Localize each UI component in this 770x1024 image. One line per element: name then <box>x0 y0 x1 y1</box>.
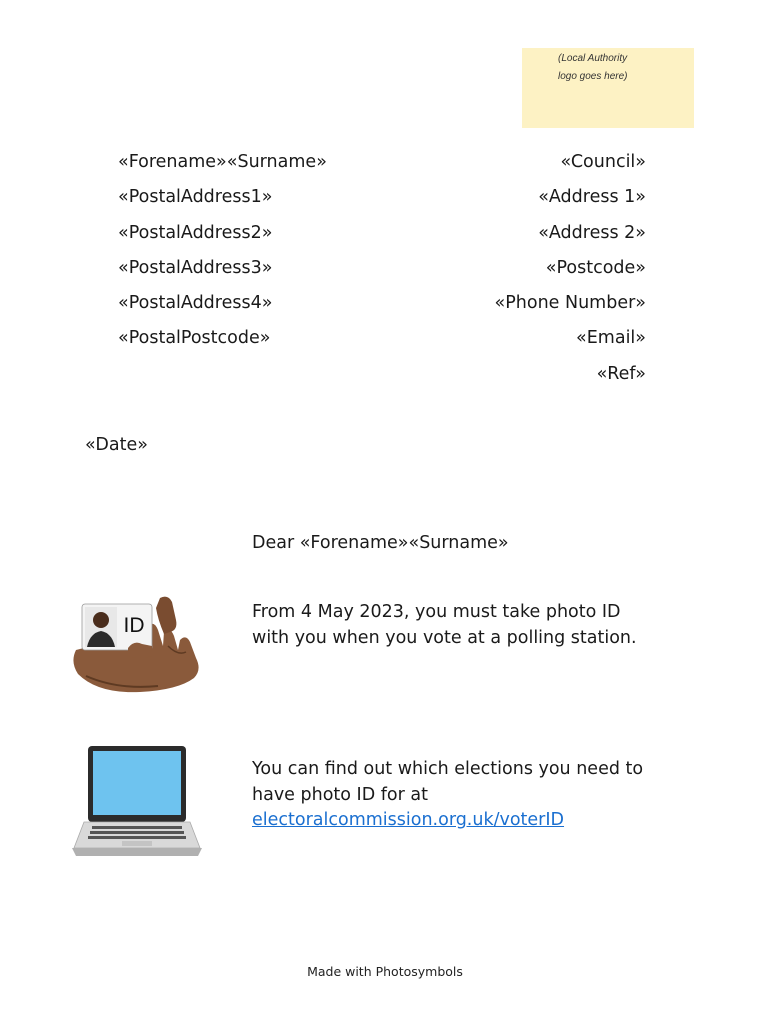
id-card-label: ID <box>123 614 145 637</box>
sender-postcode: «Postcode» <box>545 257 646 278</box>
sender-ref: «Ref» <box>596 363 646 384</box>
laptop-screen <box>93 751 181 815</box>
sender-address <box>495 148 646 395</box>
logo-placeholder-line1: (Local Authority <box>558 53 628 64</box>
letter-date: «Date» <box>85 435 148 455</box>
recipient-postcode: «PostalPostcode» <box>118 328 271 349</box>
logo-placeholder <box>522 48 694 128</box>
recipient-address2: «PostalAddress2» <box>118 222 273 243</box>
recipient-name: «Forename»«Surname» <box>118 152 327 172</box>
voter-id-link[interactable]: electoralcommission.org.uk/voterID <box>252 810 565 830</box>
elections-info-text: You can find out which elections you need to have photo ID for at <box>252 759 644 805</box>
photo-id-notice: From 4 May 2023, you must take photo ID with you when you vote at a polling station. <box>252 602 637 648</box>
laptop-icon <box>70 744 202 860</box>
sender-council: «Council» <box>560 152 646 172</box>
recipient-address4: «PostalAddress4» <box>118 293 273 314</box>
id-card-icon <box>82 604 152 650</box>
sender-address2: «Address 2» <box>538 222 646 243</box>
sender-phone: «Phone Number» <box>494 293 646 314</box>
recipient-address <box>118 148 327 360</box>
sender-address1: «Address 1» <box>538 187 646 208</box>
recipient-address3: «PostalAddress3» <box>118 257 273 278</box>
greeting: Dear «Forename»«Surname» <box>252 533 509 553</box>
footer-credit: Made with Photosymbols <box>307 964 463 979</box>
sender-email: «Email» <box>576 328 646 349</box>
photo-id-hand-icon <box>68 590 203 700</box>
elections-info <box>252 757 652 834</box>
logo-placeholder-text <box>558 50 688 86</box>
recipient-address1: «PostalAddress1» <box>118 187 273 208</box>
logo-placeholder-line2: logo goes here) <box>558 71 628 82</box>
